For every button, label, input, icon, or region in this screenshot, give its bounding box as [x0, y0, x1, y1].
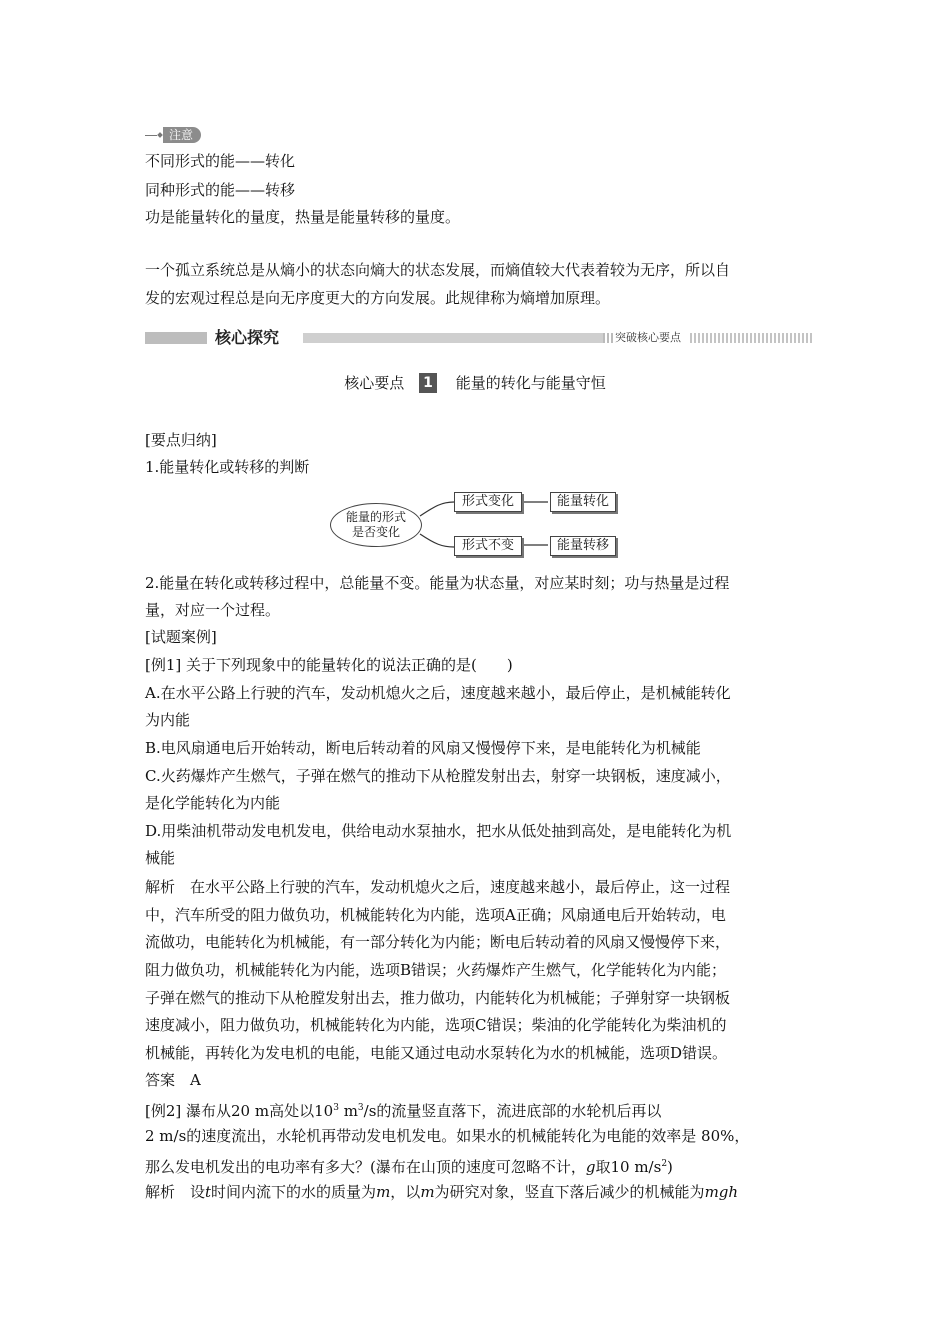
banner-title: 核心探究	[215, 328, 280, 347]
example1-option-line: 为内能	[145, 711, 191, 729]
banner-hatch	[603, 333, 613, 343]
keypoint-title: 能量的转化与能量守恒	[455, 374, 606, 392]
superscript: 3	[333, 1103, 339, 1113]
example2-analysis-text: 解析 设	[145, 1183, 206, 1201]
example1-analysis-line: 流做功，电能转化为机械能，有一部分转化为内能；断电后转动着的风扇又慢慢停下来，	[145, 933, 731, 951]
cases-heading: [试题案例]	[145, 628, 217, 646]
example1-analysis-line: 中，汽车所受的阻力做负功，机械能转化为内能，选项A正确；风扇通电后开始转动，电	[145, 906, 726, 924]
example2-analysis-text: 时间内流下的水的质量为	[211, 1183, 377, 1201]
entropy-line-2: 发的宏观过程总是向无序度更大的方向发展。此规律称为熵增加原理。	[145, 289, 611, 307]
example1-option-line: D.用柴油机带动发电机发电，供给电动水泵抽水，把水从低处抽到高处，是电能转化为机	[145, 822, 732, 840]
keypoint-heading	[0, 372, 950, 394]
example2-line-3-text: 那么发电机发出的电功率有多大？(瀑布在山顶的速度可忽略不计，	[145, 1158, 586, 1176]
superscript: 2	[661, 1159, 668, 1169]
example1-option-line: 械能	[145, 849, 176, 867]
diagram-root-line-1: 能量的形式	[345, 510, 406, 524]
example2-line-1-text: /s的流量竖直落下，流进底部的水轮机后再以	[363, 1102, 662, 1120]
example2-analysis	[145, 1182, 738, 1202]
entropy-line-1: 一个孤立系统总是从熵小的状态向熵大的状态发展，而熵值较大代表着较为无序，所以自	[145, 261, 731, 279]
note-tag	[145, 126, 201, 144]
example2-line-1-text: [例2] 瀑布从20 m高处以10	[145, 1102, 334, 1120]
note-tag-label: 注意	[163, 127, 201, 143]
diagram-root-line-2: 是否变化	[351, 525, 400, 539]
banner-subtitle: 突破核心要点	[615, 331, 681, 344]
example1-answer: 答案 A	[145, 1071, 201, 1089]
banner-bar-mid	[303, 333, 603, 343]
note-tag-dot	[157, 132, 163, 138]
example1-analysis-line: 解析 在水平公路上行驶的汽车，发动机熄火之后，速度越来越小，最后停止，这一过程	[145, 878, 731, 896]
variable-m: m	[376, 1183, 391, 1201]
connector-bottom	[420, 534, 454, 547]
variable-t: t	[205, 1183, 212, 1201]
keypoint-number: 1	[419, 373, 437, 393]
example1-option-line: A.在水平公路上行驶的汽车，发动机熄火之后，速度越来越小，最后停止，是机械能转化	[145, 684, 731, 702]
example2-analysis-text: 为研究对象，竖直下落后减少的机械能为	[434, 1183, 705, 1201]
example2-line-1	[145, 1098, 661, 1121]
example2-analysis-text: ，以	[390, 1183, 421, 1201]
example1-analysis-line: 速度减小，阻力做负功，机械能转化为内能，选项C错误；柴油的化学能转化为柴油机的	[145, 1016, 727, 1034]
variable-m: m	[420, 1183, 435, 1201]
note-line-2: 同种形式的能——转移	[145, 181, 296, 199]
diagram-bottom-result: 能量转移	[550, 536, 616, 556]
summary-item-2-line-1: 2.能量在转化或转移过程中，总能量不变。能量为状态量，对应某时刻；功与热量是过程	[145, 574, 730, 592]
energy-judgement-diagram	[330, 490, 630, 560]
diagram-bottom-branch: 形式不变	[454, 536, 522, 556]
banner-hatch-right	[690, 333, 813, 343]
section-banner	[145, 328, 813, 348]
example1-option-line: B.电风扇通电后开始转动，断电后转动着的风扇又慢慢停下来，是电能转化为机械能	[145, 739, 701, 757]
variable-g: g	[585, 1158, 596, 1176]
banner-bar-left	[145, 332, 207, 344]
example2-line-1-text: m	[338, 1102, 358, 1120]
diagram-top-result: 能量转化	[550, 492, 616, 512]
example1-analysis-line: 阻力做负功，机械能转化为内能，选项B错误；火药爆炸产生燃气，化学能转化为内能；	[145, 961, 727, 979]
example1-option-line: C.火药爆炸产生燃气，子弹在燃气的推动下从枪膛发射出去，射穿一块钢板，速度减小，	[145, 767, 731, 785]
example2-line-3	[145, 1154, 673, 1177]
keypoint-prefix: 核心要点	[344, 374, 405, 392]
summary-heading: [要点归纳]	[145, 431, 217, 449]
note-line-1: 不同形式的能——转化	[145, 152, 296, 170]
example1-analysis-line: 机械能，再转化为发电机的电能，电能又通过电动水泵转化为水的机械能，选项D错误。	[145, 1044, 728, 1062]
diagram-top-branch: 形式变化	[454, 492, 522, 512]
note-line-3: 功是能量转化的量度，热量是能量转移的量度。	[145, 208, 461, 226]
example2-line-2: 2 m/s的速度流出，水轮机再带动发电机发电。如果水的机械能转化为电能的效率是 80%，	[145, 1127, 750, 1145]
example2-line-3-text: 取10 m/s	[595, 1158, 662, 1176]
example2-line-3-text: )	[667, 1158, 673, 1176]
variable-mgh: mgh	[704, 1183, 739, 1201]
example1-question: [例1] 关于下列现象中的能量转化的说法正确的是( )	[145, 656, 513, 674]
connector-top	[420, 502, 454, 516]
superscript: 3	[357, 1103, 364, 1113]
diagram-root	[330, 503, 422, 547]
summary-item-1: 1.能量转化或转移的判断	[145, 458, 310, 476]
example1-option-line: 是化学能转化为内能	[145, 794, 281, 812]
summary-item-2-line-2: 量，对应一个过程。	[145, 601, 281, 619]
example1-analysis-line: 子弹在燃气的推动下从枪膛发射出去，推力做功，内能转化为机械能；子弹射穿一块钢板	[145, 989, 731, 1007]
note-tag-line	[145, 135, 157, 136]
